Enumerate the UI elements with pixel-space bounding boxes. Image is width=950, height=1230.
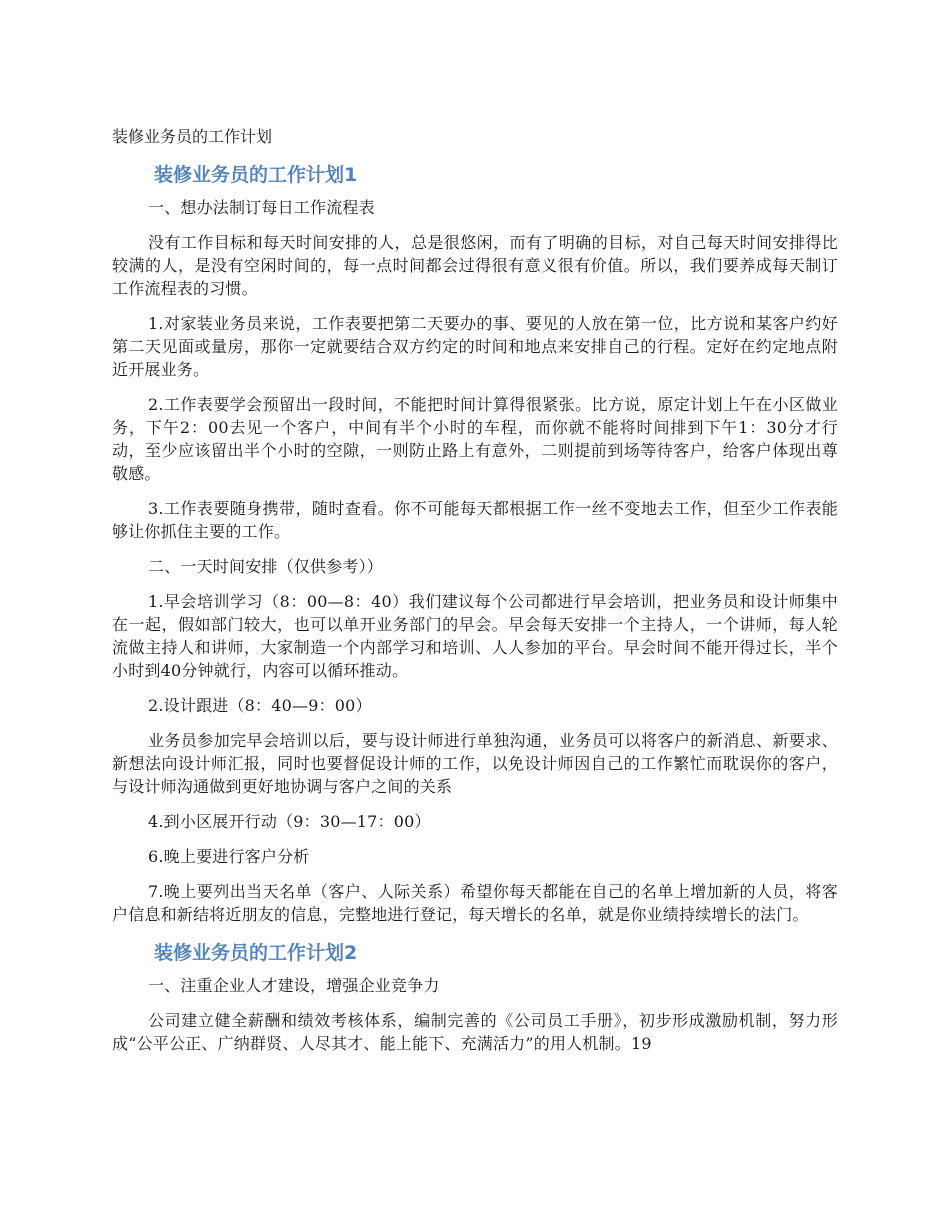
document-page (112, 124, 838, 1067)
paragraph: 4.到小区展开行动（9：30—17：00） (148, 812, 431, 831)
paragraph: 公司建立健全薪酬和绩效考核体系，编制完善的《公司员工手册》，初步形成激励机制，努力形成“公平公正、广纳群贤、人尽其才、能上能下、充满活力”的用人机制。19 (112, 1011, 838, 1053)
section-heading: 装修业务员的工作计划1 (154, 164, 358, 186)
paragraph: 2.工作表要学会预留出一段时间，不能把时间计算得很紧张。比方说，原定计划上午在小区做业务，下午2：00去见一个客户，中间有半个小时的车程，而你就不能将时间排到下午1：30分才行动，至少应该留出半个小时的空隙，一则防止路上有意外，二则提前到场等待客户，给客户体现出尊敬感。 (112, 395, 838, 483)
paragraph: 6.晚上要进行客户分析 (148, 847, 310, 866)
paragraph: 没有工作目标和每天时间安排的人，总是很悠闲，而有了明确的目标，对自己每天时间安排得比较满的人，是没有空闲时间的，每一点时间都会过得很有意义很有价值。所以，我们要养成每天制订工作流程表的习惯。 (112, 233, 838, 298)
section-subheading: 一、想办法制订每日工作流程表 (148, 198, 375, 217)
section-2 (112, 938, 838, 1055)
section-subheading: 一、注重企业人才建设，增强企业竞争力 (148, 976, 440, 995)
paragraph: 1.对家装业务员来说，工作表要把第二天要办的事、要见的人放在第一位，比方说和某客户约好第二天见面或量房，那你一定就要结合双方约定的时间和地点来安排自己的行程。定好在约定地点附近开展业务。 (112, 314, 838, 379)
paragraph: 7.晚上要列出当天名单（客户、人际关系）希望你每天都能在自己的名单上增加新的人员，将客户信息和新结将近朋友的信息，完整地进行登记，每天增长的名单，就是你业绩持续增长的法门。 (112, 882, 838, 924)
section-1 (112, 160, 838, 926)
section-heading: 装修业务员的工作计划2 (154, 942, 358, 964)
paragraph: 3.工作表要随身携带，随时查看。你不可能每天都根据工作一丝不变地去工作，但至少工作表能够让你抓住主要的工作。 (112, 499, 838, 541)
paragraph: 2.设计跟进（8：40—9：00） (148, 696, 372, 715)
document-title: 装修业务员的工作计划 (112, 127, 273, 146)
paragraph: 1.早会培训学习（8：00—8：40）我们建议每个公司都进行早会培训，把业务员和设计师集中在一起，假如部门较大，也可以单开业务部门的早会。早会每天安排一个主持人，一个讲师，每人轮流做主持人和讲师，大家制造一个内部学习和培训、人人参加的平台。早会时间不能开得过长，半个小时到40分钟就行，内容可以循环推动。 (112, 592, 838, 680)
section-subheading: 二、一天时间安排（仅供参考）） (148, 557, 384, 576)
paragraph: 业务员参加完早会培训以后，要与设计师进行单独沟通，业务员可以将客户的新消息、新要求、新想法向设计师汇报，同时也要督促设计师的工作，以免设计师因自己的工作繁忙而耽误你的客户，与设计师沟通做到更好地协调与客户之间的关系 (112, 731, 838, 796)
